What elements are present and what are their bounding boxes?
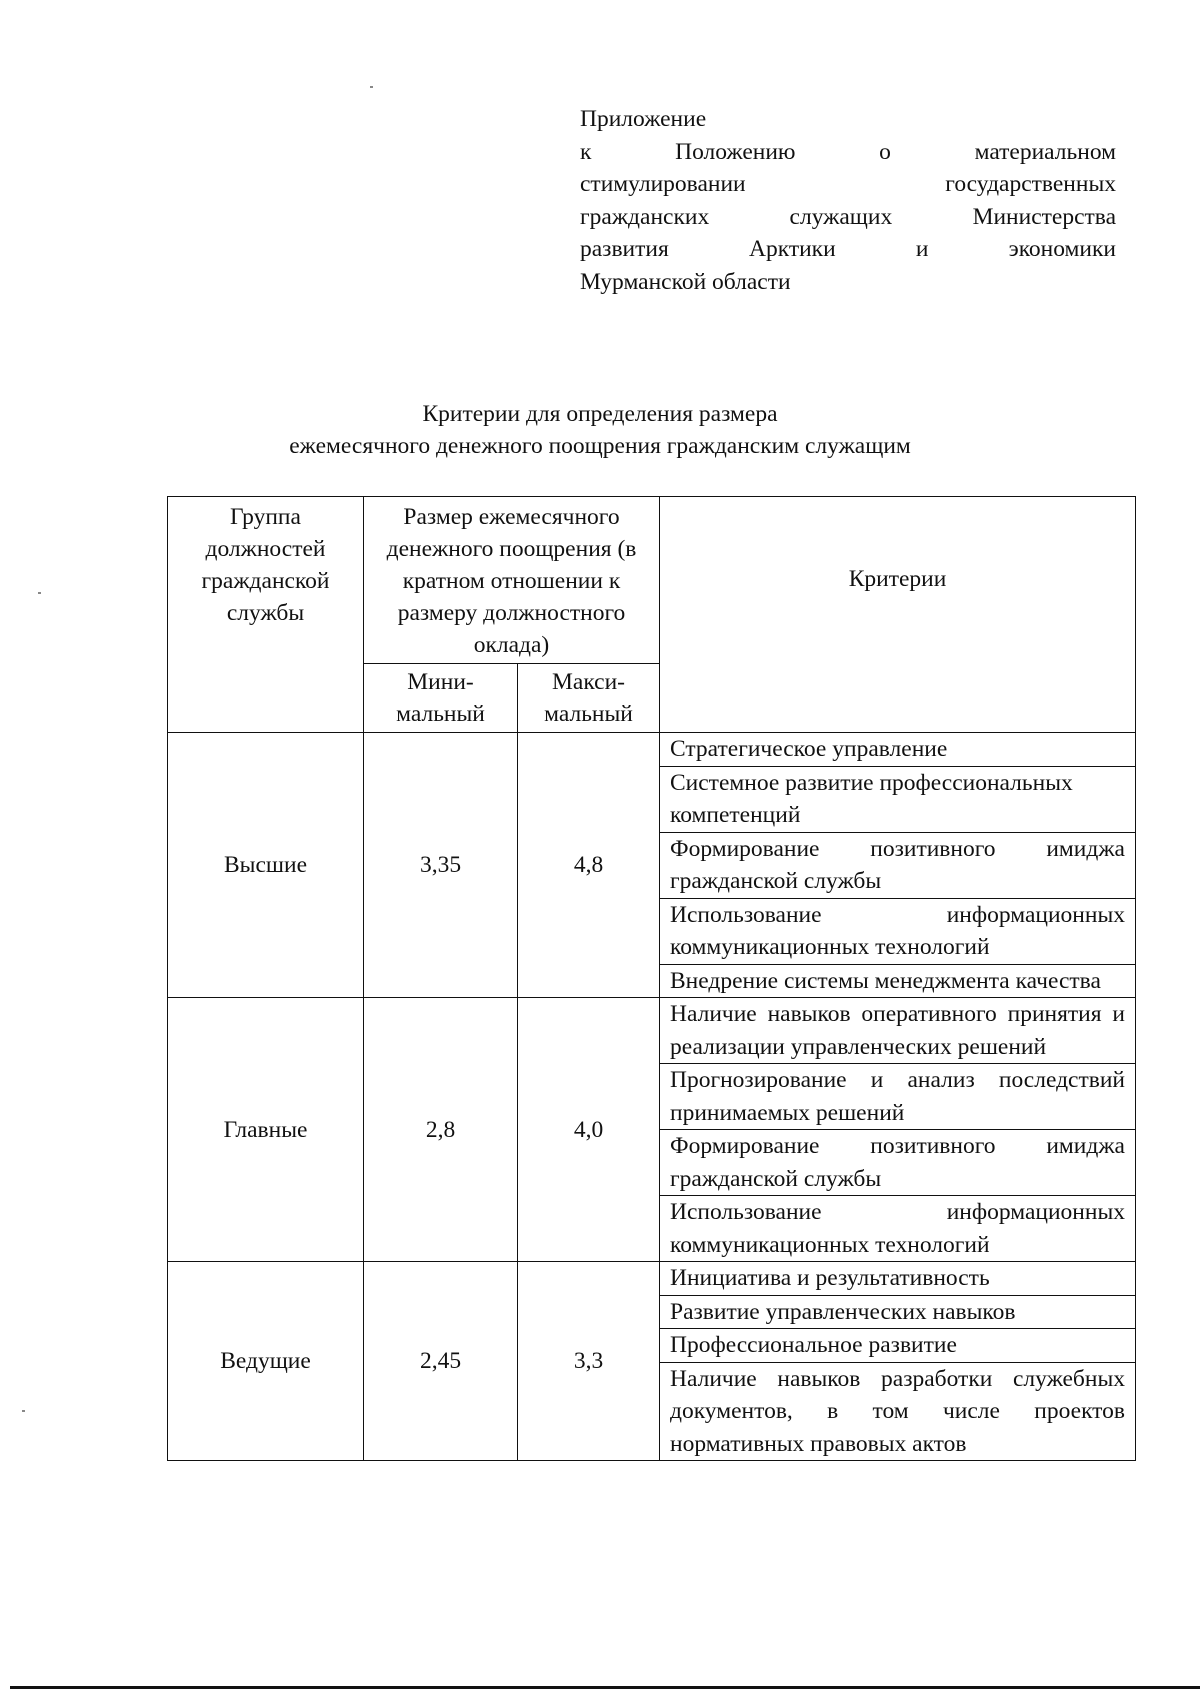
scan-speck	[22, 1410, 25, 1412]
criterion-item: Системное развитие профессиональных компетенций	[660, 767, 1135, 833]
appendix-word: и	[915, 236, 929, 262]
criterion-item: Использование информационных коммуникационных технологий	[660, 899, 1135, 965]
table-row	[168, 1262, 1136, 1461]
header-max: Макси-мальный	[518, 664, 660, 733]
appendix-line-3	[580, 168, 1116, 201]
criterion-item: Прогнозирование и анализ последствий принимаемых решений	[660, 1064, 1135, 1130]
appendix-word: материальном	[974, 138, 1116, 165]
group-cell: Ведущие	[168, 1262, 364, 1461]
appendix-word: Министерства	[972, 203, 1116, 230]
appendix-reference	[580, 103, 1116, 298]
header-criteria: Критерии	[660, 497, 1136, 733]
appendix-line-2	[580, 136, 1116, 169]
max-cell: 4,8	[518, 733, 660, 998]
criterion-item: Наличие навыков оперативного принятия и реализации управленческих решений	[660, 998, 1135, 1064]
header-group: Группа должностей гражданской службы	[168, 497, 364, 733]
min-cell: 2,45	[364, 1262, 518, 1461]
criteria-cell	[660, 733, 1136, 998]
criterion-item: Внедрение системы менеджмента качества	[670, 967, 1101, 994]
header-size: Размер ежемесячного денежного поощрения (в кратном отношении к размеру должностного оклада)	[364, 497, 660, 664]
appendix-word: о	[879, 138, 891, 165]
max-cell: 4,0	[518, 998, 660, 1262]
min-cell: 2,8	[364, 998, 518, 1262]
table-row	[168, 998, 1136, 1262]
appendix-word: к	[580, 138, 592, 165]
heading-line-1: Критерии для определения размера	[422, 401, 778, 427]
appendix-word: развития	[580, 236, 669, 262]
criterion-item: Наличие навыков разработки служебных документов, в том числе проектов нормативных правовых актов	[670, 1365, 1125, 1457]
group-cell: Высшие	[168, 733, 364, 998]
appendix-line-6: Мурманской области	[580, 268, 791, 295]
criterion-item: Формирование позитивного имиджа гражданской службы	[660, 833, 1135, 899]
group-cell: Главные	[168, 998, 364, 1262]
appendix-word: стимулировании	[580, 171, 746, 197]
scan-speck	[38, 592, 41, 594]
appendix-word: экономики	[1008, 236, 1116, 262]
appendix-word: государственных	[945, 171, 1116, 197]
heading-line-2: ежемесячного денежного поощрения гражданским служащим	[289, 433, 911, 459]
appendix-title: Приложение	[580, 106, 707, 132]
table-header-row	[168, 497, 1136, 664]
min-cell: 3,35	[364, 733, 518, 998]
criteria-cell	[660, 1262, 1136, 1461]
criterion-item: Стратегическое управление	[660, 733, 1135, 767]
header-min: Мини-мальный	[364, 664, 518, 733]
criterion-item: Развитие управленческих навыков	[660, 1296, 1135, 1330]
appendix-word: Арктики	[748, 236, 836, 262]
appendix-word: служащих	[789, 203, 893, 230]
appendix-line-5	[580, 233, 1116, 266]
appendix-line-4	[580, 201, 1116, 234]
bottom-rule	[10, 1686, 1200, 1689]
table-row	[168, 733, 1136, 998]
criteria-table	[167, 496, 1136, 1461]
appendix-word: гражданских	[580, 203, 710, 230]
max-cell: 3,3	[518, 1262, 660, 1461]
document-heading	[0, 398, 1200, 462]
criterion-item: Инициатива и результативность	[660, 1262, 1135, 1296]
appendix-word: Положению	[675, 138, 796, 165]
scan-speck	[370, 86, 373, 88]
criterion-item: Профессиональное развитие	[660, 1329, 1135, 1363]
criterion-item: Использование информационных коммуникационных технологий	[670, 1199, 1125, 1258]
criterion-item: Формирование позитивного имиджа гражданской службы	[660, 1130, 1135, 1196]
criteria-cell	[660, 998, 1136, 1262]
